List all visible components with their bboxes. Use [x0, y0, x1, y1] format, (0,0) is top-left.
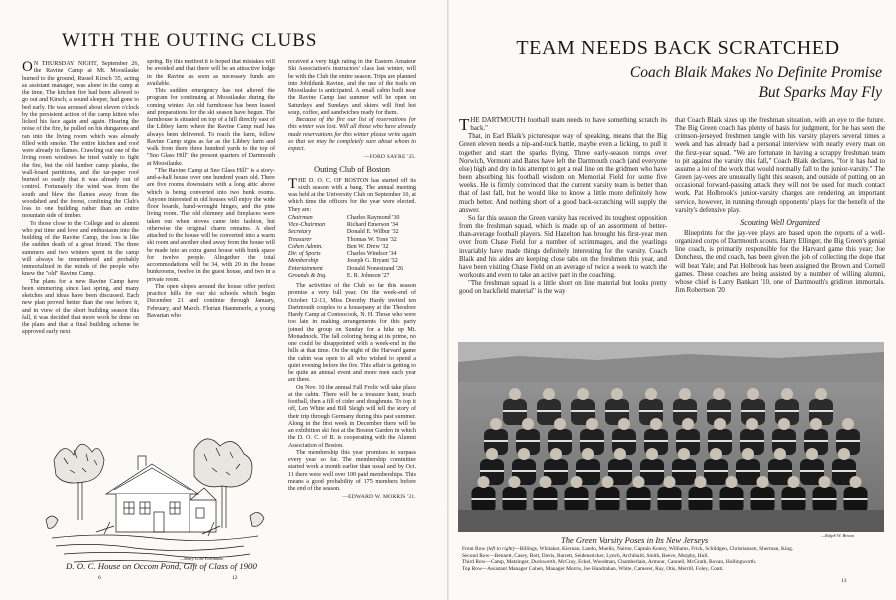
officer-name: Ben W. Drew '32	[346, 243, 389, 250]
paragraph: The activities of the Club so far this season promise a very full year. On the week-end of October 12-13, Miss Dorothy Hardy invited ten Dartmouth couples to a housepany at the Theodore Hardy Camp at Contoocook, N. H. Those who were too late in making arrangements for this party joined the group on Sunday for a hike up Mt. Monadnock. The fall coloring being at its prime, no one could be disappointed with a week-end in the hills at that time. On the night of the Harvard game the cabin was open to all who wished to spend a quiet evening before the fire. This affair is getting to be quite an annual event and more men each year are there.	[288, 283, 416, 384]
page-number: 6	[98, 575, 101, 581]
team-photo	[458, 342, 884, 532]
illustration-credit: —Mary Lord Fairbanks	[180, 556, 224, 561]
right-page-title: TEAM NEEDS BACK SCRATCHED	[516, 37, 840, 59]
right-column-2	[675, 117, 885, 341]
subhead-scouting: Scouting Well Organized	[740, 217, 820, 227]
paragraph: O N THURSDAY NIGHT, September 26, the Ravine Camp at Mt. Moosilauke burned to the ground, Russel Kirsch '35, acting as assistant manager, was alone in the camp at the time. The kitchen fire had been allowed to go out and Kirsch, a sound sleeper, had gone to bed early. He was aroused about eleven o'clock by the persistent action of the camp kitten who licked his face again and again. Hearing the noise of the fire, he pulled on his dungarees and ran into the living room which was already filled with smoke. The entire kitchen and roof were already in flames. Crawling out one of the living room windows he tried vainly to fight the fire, but the old lumber camp planks, the wall-board partitions, and the tar-paper roof burned so easily that it was already out of control. Fortunately the wind was from the south and blew the flames away from the woodshed and the forest, confining the Club's loss to one building rather than an entire mountain side of timber.	[22, 61, 139, 220]
officer-name: Charles Windsor '34	[346, 251, 397, 257]
paragraph: that Coach Blaik sizes up the freshman situation, with an eye to the future. The Big Green coach has plenty of basis for judgment, for he has seen the crimson-jerseyed freshmen tangle with his varsity players several times a week and has already had a personal interview with nearly every man on the first-year squad. "We are fortunate in having a scrappy freshman team to pit against the varsity this fall," Coach Blaik declares, "for it has had to assume a lot of the work that would normally fall to the junior-varsity." The Green jay-vees are unusually light this season, and outside of putting on an occasional forward-passing attack they will not be used for much contact work. Pat Holbrook's junior-varsity charges are rendering an important service, however, in running through opponents' plays for the benefit of the varsity's defensive play.	[675, 117, 885, 214]
deck-line: But Sparks May Fly	[758, 84, 882, 101]
page-number: 13	[841, 578, 847, 584]
officers-table	[288, 215, 416, 280]
paragraph: Blueprints for the jay-vee plays are based upon the reports of a well-organized corps of Dartmouth scouts. Harry Ellinger, the Big Green's genial line coach, is primarily responsible for the Harvard game this year; Joe Donchess, the end coach, has been given the job of collecting the dope that will beat Yale; and Pat Holbrook has been assigned the Brown and Cornell games. These coaches are being assisted by a number of willing alumni, whose chief is Larry Bankart '10, one of Dartmouth's gridiron immortals. Jim Robertson '20	[675, 229, 885, 294]
officer-role: Vice-Chairman	[288, 222, 326, 228]
photo-caption: The Green Varsity Poses in Its New Jerseys	[561, 535, 709, 545]
officer-name: Charles Raymond '30	[346, 214, 400, 221]
paragraph: That, in Earl Blaik's picturesque way of speaking, means that the Big Green eleven needs a nip-and-tuck battle, maybe even a licking, to pull it together and start the sparks flying. Three early-season romps over Norwich, Vermont and Bates have left the Dartmouth coach (and everyone else) high and dry in his attempt to get a real line on the gridmen who have been absorbing his football wisdom on Memorial Field for some five weeks. He is firmly convinced that the current varsity team is better than that of last fall, but he would like to know a little more definitely how much better. And nothing short of a good back-scratching will supply the answer.	[459, 133, 667, 214]
officer-role: Grounds & Inq.	[288, 272, 327, 279]
roster-third-row: Third Row—Camp, Matzinger, Duckworth, McCray, Eckel, Woodman, Chamberlain, Armour, Cannell, McGrath, Bovan, Hollingworth.	[462, 559, 757, 566]
doc-house-illustration	[44, 420, 266, 572]
officer-name: E. R. Johnson '27	[346, 272, 390, 279]
paragraph: On Nov. 10 the annual Fall Frolic will take place at the cabin. There will be a treasure hunt, touch football, then a fill of cider and doughnuts. To top it off, Len White and Bill Sleigh will tell the story of their trip through Germany during this past summer. Along in the first week in December there will be an exhibition ski fest at the Boston Garden in which the D. O. C. of B. is cooperating with the Alumni Association of Boston.	[288, 384, 416, 449]
drop-cap: T	[459, 117, 470, 134]
paragraph: received a very high rating in the Eastern Amateur Ski Association's instructors' class last winter, will be with the Club the entire season. Trips are planned into Jobildunk Ravine, and the use of the trails on Moosilauke is anticipated. A small cabin built near the Ravine Camp last summer will be open on Saturdays and Sundays and skiers will find hot soup, coffee, and sandwiches ready for them.	[288, 59, 416, 116]
page-number: 12	[232, 575, 238, 581]
signature-ford-sayre: —FORD SAYRE '35.	[363, 154, 416, 161]
illustration-caption: D. O. C. House on Occom Pond, Gift of Class of 1900	[66, 561, 257, 571]
officer-name: Joseph G. Bryant '32	[346, 258, 398, 265]
officer-name: Donald Nonestrand '26	[346, 265, 404, 272]
paragraph: The plans for a new Ravine Camp have been simmering since last spring, and many sketches and ideas have been discussed. Each new plan proved better than the one before it, and in view of the short building season this fall, it was decided that more work be done on the plans and that a final building scheme be approved early next	[22, 278, 139, 336]
paragraph: So far this season the Green varsity has received its toughest opposition from the freshman squad, which is made up of an assortment of better-than-average football players. Sid Hazelton has brought his first-year men over from Chase Field for a number of scrimmages, and the yearlings invariably have made things definitely interesting for the varsity. Coach Blaik and his aides are keeping close tabs on the freshmen this year, and have been visiting Chase Field on an average of twice a week to watch the workouts and even to take an active part in the coaching.	[459, 214, 667, 279]
article-deck	[599, 63, 882, 103]
officer-row	[288, 229, 416, 236]
photo-credit: —Ralph W. Brown	[821, 533, 855, 538]
paragraph: THE D. O. C. OF BOSTON has started off its sixth season with a bang. The annual meeting was held at the University Club on September 10, at which time the officers for the year were elected. They are:	[288, 175, 416, 213]
officer-role: Dir. of Sports	[288, 251, 321, 257]
officer-role: Membership	[288, 258, 319, 265]
signature-edward-morris: —EDWARD W. MORRIS '31.	[342, 494, 416, 501]
officer-row	[288, 266, 416, 273]
officer-row	[288, 237, 416, 244]
deck-line: Coach Blaik Makes No Definite Promise	[629, 64, 882, 81]
officer-role: Treasurer	[288, 236, 312, 243]
officer-row	[288, 258, 416, 265]
paragraph: The open slopes around the house offer perfect practice hills for our ski schools which begin December 21 and continue through January, February, and March. Florian Haemmerle, a young Bavarian who	[147, 283, 275, 319]
officer-name: Richard Emerson '34	[346, 222, 399, 228]
paragraph: "The Ravine Camp at Sno Glass Hill" is a story-and-a-half house over one hundred years old. There are five rooms downstairs with a long attic above which is being converted into two bunk rooms. Anyone interested in old houses will enjoy the wide floor boards, hand-wrought hinges, and the pine living room. The old chimney and fireplaces were taken out when stoves came into fashion, but otherwise the original charm remains. A shed attached to the house will be converted into a warm ski room and another shed away from the house will be made into an extra guest house with bunk space for twelve people. Altogether the total accommodations will be 34, with 20 in the house bunkrooms, twelve in the guest house, and two in a private room.	[147, 167, 275, 283]
italic-note: Because of the fire our list of reservations for this winter was lost. Will all those who have already made reservations for this winter please write again so that we may be completely sure about whom to expect.	[288, 117, 416, 152]
officer-row	[288, 215, 416, 222]
officer-role: Secretary	[288, 229, 312, 236]
team-roster	[462, 546, 887, 572]
right-column-1	[459, 117, 667, 341]
officer-role: Chairman	[288, 214, 313, 221]
drop-cap: O	[22, 61, 33, 75]
officer-row	[288, 251, 416, 258]
paragraph: "The freshman squad is a little short on line material but looks pretty good on backfield material" is the way	[459, 280, 667, 296]
paragraph: spring. By this method it is hoped that mistakes will be avoided and that there will be an attractive lodge in the Ravine as soon as necessary funds are available.	[147, 59, 275, 87]
paragraph: The membership this year promises to surpass every year so far. The membership committee started work a month earlier than usual and by Oct. 11 there were well over 100 paid memberships. This means a good probability of 175 members before the end of the season.	[288, 449, 416, 492]
officer-name: Thomas W. Tone '32	[346, 236, 397, 243]
left-column-1	[22, 61, 139, 406]
paragraph: This sudden emergency has not altered the program for continuing at Moosilauke during the coming winter. An old farmhouse has been leased and preparations for the ski season have begun. The farmhouse is situated on top of a hill directly east of the Libbey farm where the Ravine Camp mail has always been delivered. To reach the farm, follow Ravine Camp signs as far as the Libbey farm and walk from there three hundred yards to the top of "Sno Glass Hill" the present quarters of Dartmouth at Moosilauke.	[147, 88, 275, 167]
roster-second-row: Second Row—Bennett, Casey, Bott, Davis, Barrett, Seidensticker, Lynch, Archibald, Smith, Reeve, Murphy, Hull.	[462, 552, 709, 559]
roster-front-row: Front Row (left to right)—Billings, Whitaker, Kiernan, Lando, Muello, Nairne, Captain Kenny, Williams, Frick, Schildgen, Christiansen, Sherman, King.	[462, 546, 794, 552]
right-page	[449, 0, 896, 600]
officer-role: Cohen Admin.	[288, 243, 323, 250]
subhead-outing-club-boston: Outing Club of Boston	[314, 164, 390, 174]
roster-top-row: Top Row—Assistant Manager Cohen, Manager Morris, Joe Handrahan, White, Camerer, Ray, Otis, Merrill, Foley, Conti.	[462, 565, 724, 572]
officer-name: Donald E. Wilbur '32	[346, 229, 399, 236]
officer-row	[288, 244, 416, 251]
officer-role: Entertainment	[288, 265, 323, 272]
left-column-3	[288, 59, 416, 571]
left-page-title: WITH THE OUTING CLUBS	[62, 30, 318, 51]
officer-row	[288, 273, 416, 280]
officer-row	[288, 222, 416, 229]
drop-cap: T	[288, 175, 298, 192]
left-column-2	[147, 59, 275, 411]
paragraph: To those close to the College and to alumni who put time and love and enthusiasm into the building of the Ravine Camp, the loss is like the sudden death of a great friend. The three summers and two winters spent in the camp will always be remembered and probably immortalized in the minds of the people who knew the "old" Ravine Camp.	[22, 220, 139, 278]
left-page	[0, 0, 447, 600]
paragraph: THE DARTMOUTH football team needs to have something scratch its back."	[459, 117, 667, 134]
